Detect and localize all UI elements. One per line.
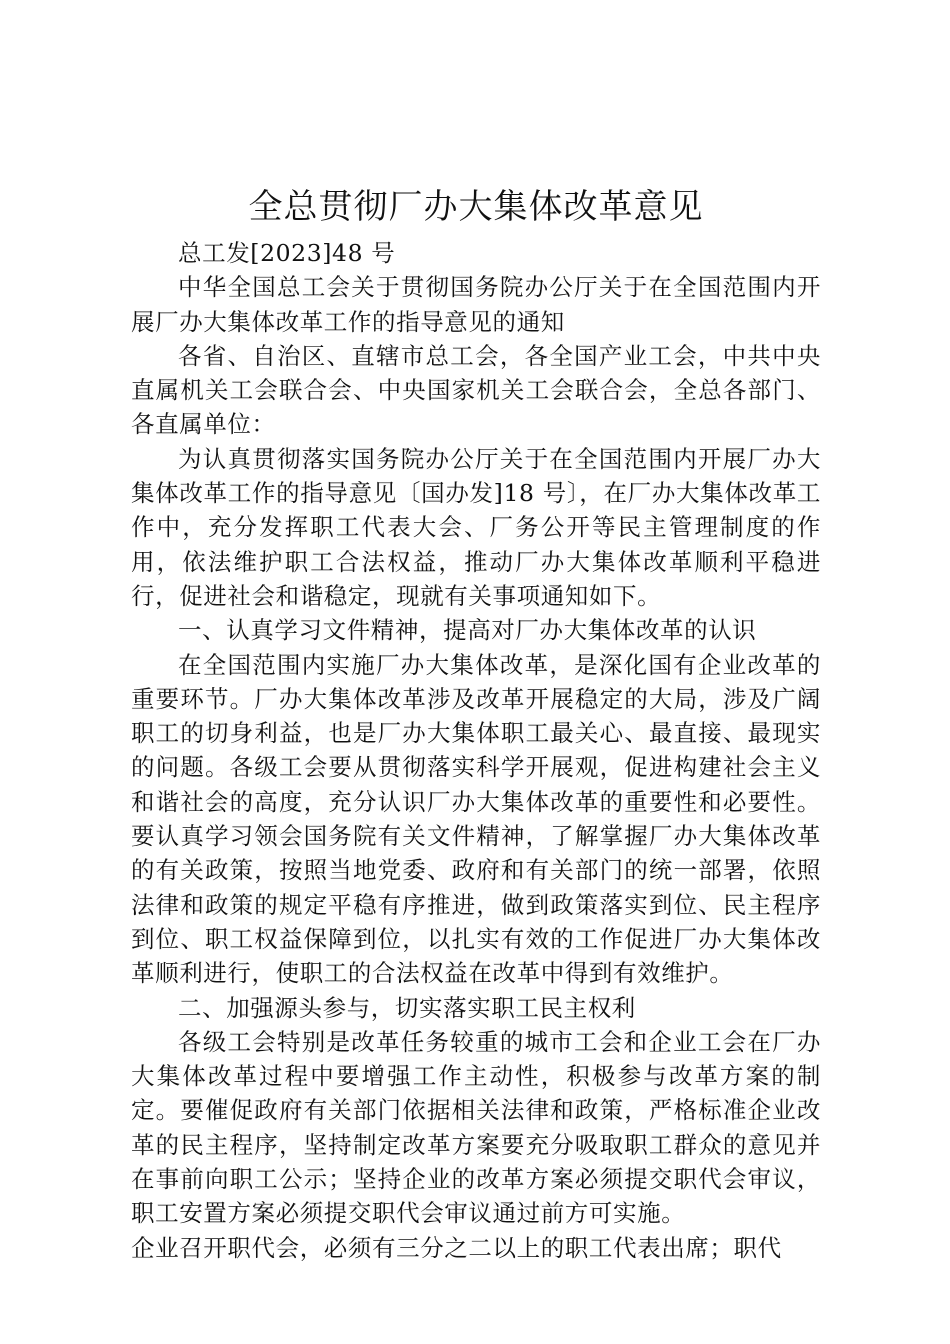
document-page [131, 183, 821, 1265]
section-2-heading: 二、加强源头参与，切实落实职工民主权利 [178, 993, 636, 1022]
intro-paragraph: 为认真贯彻落实国务院办公厅关于在全国范围内开展厂办大集体改革工作的指导意见〔国办发]18 号〕，在厂办大集体改革工作中，充分发挥职工代表大会、厂务公开等民主管理制度的作用，依法维护职工合法权益，推动厂办大集体改革顺利平稳进行，促进社会和谐稳定，现就有关事项通知如下。 [131, 444, 821, 610]
document-title: 全总贯彻厂办大集体改革意见 [248, 187, 704, 227]
doc-number: 总工发[2023]48 号 [178, 239, 396, 267]
notice-subtitle: 中华全国总工会关于贯彻国务院办公厅关于在全国范围内开展厂办大集体改革工作的指导意见的通知 [131, 273, 821, 336]
section-1-heading: 一、认真学习文件精神，提高对厂办大集体改革的认识 [178, 616, 757, 645]
section-1-body: 在全国范围内实施厂办大集体改革，是深化国有企业改革的重要环节。厂办大集体改革涉及改革开展稳定的大局，涉及广阔职工的切身利益，也是厂办大集体职工最关心、最直接、最现实的问题。各级工会要从贯彻落实科学开展观，促进构建社会主义和谐社会的高度，充分认识厂办大集体改革的重要性和必要性。要认真学习领会国务院有关文件精神，了解掌握厂办大集体改革的有关政策，按照当地党委、政府和有关部门的统一部署，依照法律和政策的规定平稳有序推进，做到政策落实到位、民主程序到位、职工权益保障到位，以扎实有效的工作促进厂办大集体改革顺利进行，使职工的合法权益在改革中得到有效维护。 [131, 650, 821, 988]
section-2-body: 各级工会特别是改革任务较重的城市工会和企业工会在厂办大集体改革过程中要增强工作主动性，积极参与改革方案的制定。要催促政府有关部门依据相关法律和政策，严格标准企业改革的民主程序，坚持制定改革方案要充分吸取职工群众的意见并在事前向职工公示；坚持企业的改革方案必须提交职代会审议，职工安置方案必须提交职代会审议通过前方可实施。 [131, 1027, 821, 1228]
addressee-paragraph: 各省、自治区、直辖市总工会，各全国产业工会，中共中央直属机关工会联合会、中央国家机关工会联合会，全总各部门、各直属单位： [131, 341, 821, 439]
section-2-continuation: 企业召开职代会，必须有三分之二以上的职工代表出席；职代 [131, 1233, 782, 1262]
